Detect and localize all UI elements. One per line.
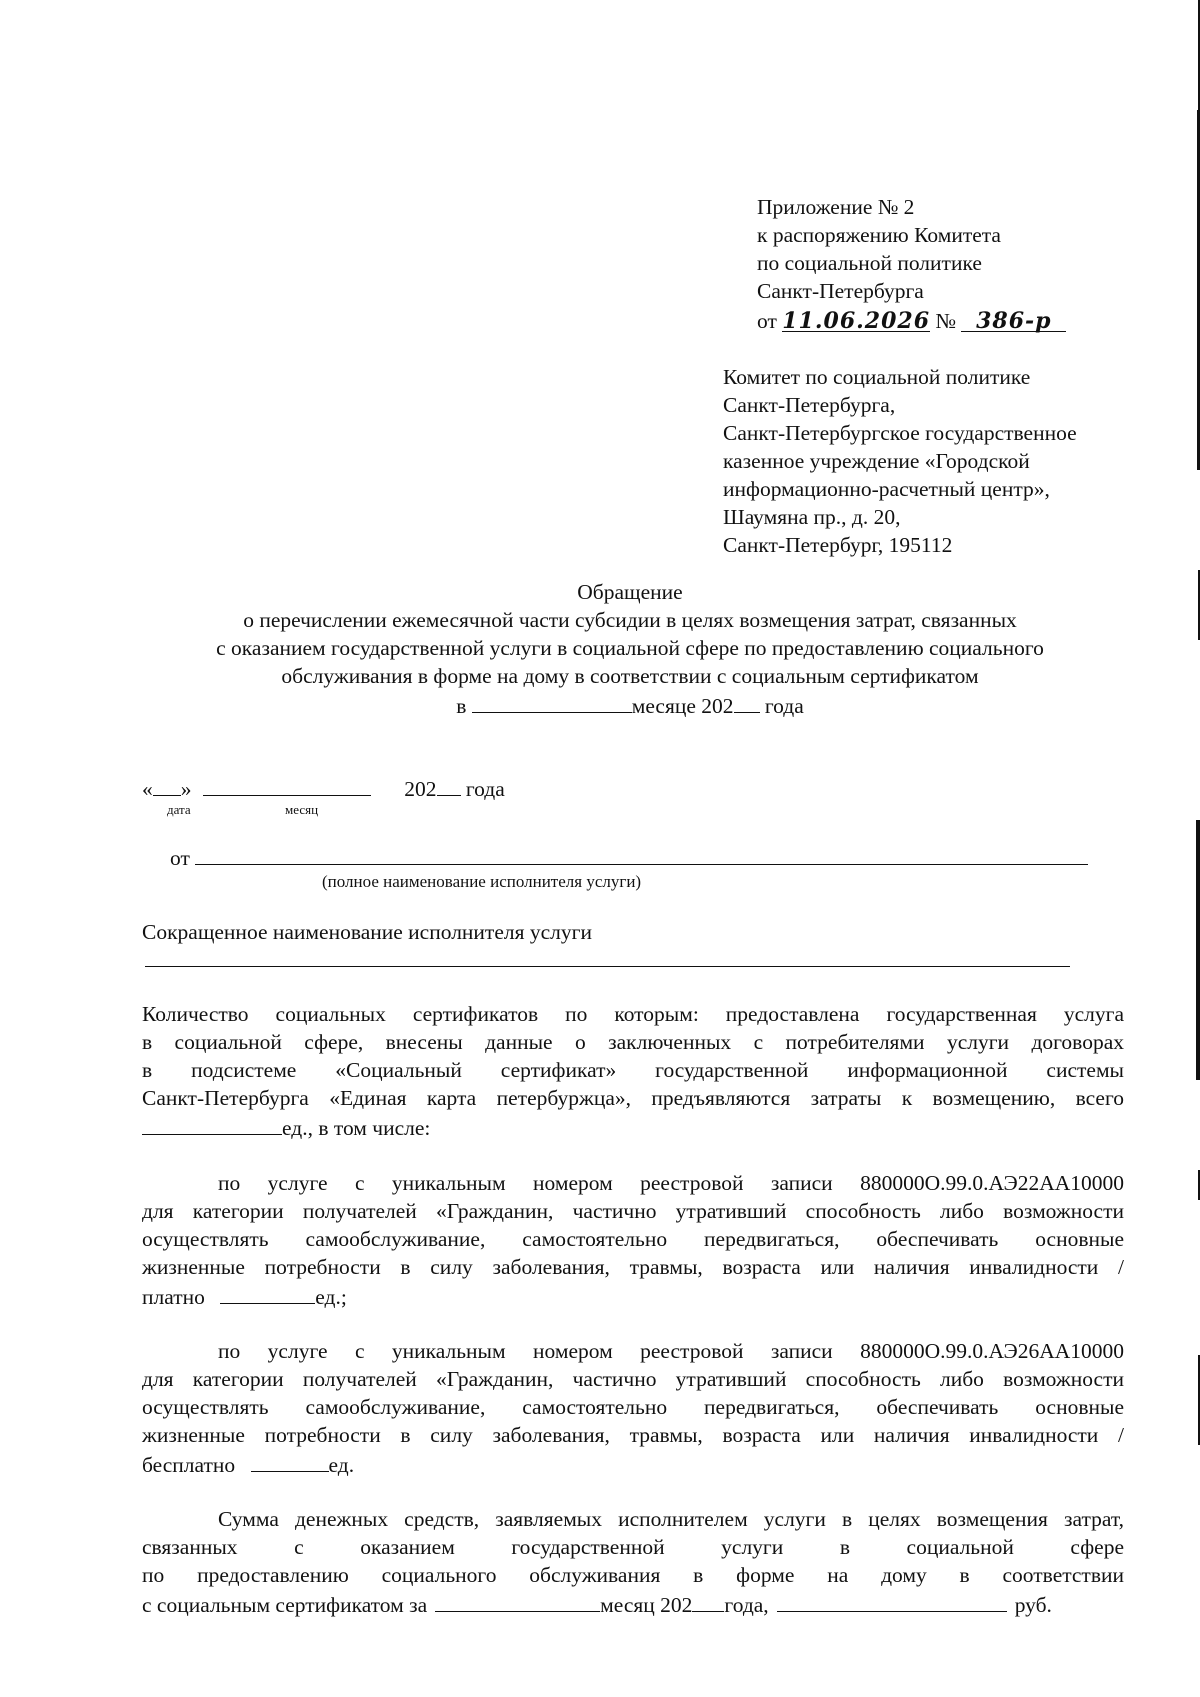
label-month: месяц [285,802,319,817]
title-heading: Обращение [577,580,683,604]
date-row [142,773,742,803]
count-line-5 [142,1112,1124,1142]
appendix-from-label: от [757,309,777,333]
appendix-date-handwritten: 11.06.2026 [782,308,931,334]
title-month-prefix: в [456,694,467,718]
addressee-line-3: Санкт-Петербургское государственное [723,421,1077,445]
addressee-line-6: Шаумяна пр., д. 20, [723,505,901,529]
title-month-row [140,690,1120,720]
title-year-suffix: года [764,694,804,718]
short-name-blank[interactable] [145,966,1070,967]
sum-line-4-prefix: с социальным сертификатом за [142,1593,428,1617]
service-1-paragraph [142,1169,1124,1311]
title-month-suffix: месяце 202 [631,694,734,718]
service-2-line-1: по услуге с уникальным номером реестровой записи 880000О.99.0.АЭ26АА10000 [218,1339,1124,1363]
open-quote: « [142,777,153,801]
addressee-line-4: казенное учреждение «Городской [723,449,1030,473]
service-2-line-5 [142,1449,1124,1479]
service-1-count-blank[interactable] [220,1281,315,1304]
executor-full-name-blank[interactable] [195,842,1088,865]
service-2-line-2: для категории получателей «Гражданин, частично утративший способность либо возможности [142,1367,1124,1391]
appendix-line-2: к распоряжению Комитета [757,223,1001,247]
year-suffix: года [465,777,505,801]
appendix-date-row [757,307,1157,335]
close-quote: » [180,777,192,801]
sum-paragraph [142,1505,1124,1619]
addressee-line-1: Комитет по социальной политике [723,365,1031,389]
sum-line-1: Сумма денежных средств, заявляемых исполнителем услуги в целях возмещения затрат, [218,1507,1124,1531]
title-line-3: обслуживания в форме на дому в соответствии с социальным сертификатом [281,664,979,688]
count-line-5-suffix: ед., в том числе: [282,1116,431,1140]
count-line-1: Количество социальных сертификатов по которым: предоставлена государственная услуга [142,1002,1124,1026]
count-line-3: в подсистеме «Социальный сертификат» государственной информационной системы [142,1058,1124,1082]
sum-line-4 [142,1589,1124,1619]
from-label: от [170,846,190,870]
title-year-blank[interactable] [734,690,760,713]
appendix-number-handwritten: 386-р [961,307,1066,332]
service-1-line-5-suffix: ед.; [315,1285,347,1309]
service-1-line-3: осуществлять самообслуживание, самостоятельно передвигаться, обеспечивать основные [142,1227,1124,1251]
service-1-line-2: для категории получателей «Гражданин, частично утративший способность либо возможности [142,1199,1124,1223]
title-line-1: о перечислении ежемесячной части субсидии в целях возмещения затрат, связанных [243,608,1017,632]
sum-line-3: по предоставлению социального обслуживания в форме на дому в соответствии [142,1563,1124,1587]
service-2-line-4: жизненные потребности в силу заболевания, травмы, возраста или наличия инвалидности / [142,1423,1124,1447]
addressee-line-5: информационно-расчетный центр», [723,477,1050,501]
service-1-line-5 [142,1281,1124,1311]
appendix-line-3: по социальной политике [757,251,982,275]
count-paragraph [142,1000,1124,1142]
sum-line-4-suffix: руб. [1014,1593,1052,1617]
addressee-block [723,363,1143,559]
day-blank[interactable] [153,773,181,796]
appendix-line-4: Санкт-Петербурга [757,279,924,303]
addressee-line-7: Санкт-Петербург, 195112 [723,533,953,557]
sum-month-blank[interactable] [435,1589,600,1612]
title-month-blank[interactable] [472,690,632,713]
service-2-line-5-prefix: бесплатно [142,1453,236,1477]
count-line-4: Санкт-Петербурга «Единая карта петербуржца», предъявляются затраты к возмещению, всего [142,1086,1124,1110]
scan-edge-mark [1196,820,1200,1080]
service-2-line-3: осуществлять самообслуживание, самостоятельно передвигаться, обеспечивать основные [142,1395,1124,1419]
sum-line-4-mid: месяц 202 [600,1593,693,1617]
label-day: дата [167,802,191,817]
service-1-line-1: по услуге с уникальным номером реестровой записи 880000О.99.0.АЭ22АА10000 [218,1171,1124,1195]
sum-line-4-year: года, [724,1593,769,1617]
sum-line-2: связанных с оказанием государственной услуги в социальной сфере [142,1535,1124,1559]
appendix-line-1: Приложение № 2 [757,195,915,219]
title-line-2: с оказанием государственной услуги в социальной сфере по предоставлению социального [216,636,1044,660]
total-count-blank[interactable] [142,1112,282,1135]
from-row [170,842,1100,872]
short-name-label: Сокращенное наименование исполнителя услуги [142,920,592,944]
year-prefix: 202 [404,777,437,801]
appendix-block [757,193,1157,335]
service-1-line-5-prefix: платно [142,1285,205,1309]
month-blank[interactable] [203,773,371,796]
service-2-count-blank[interactable] [251,1449,329,1472]
sum-amount-blank[interactable] [777,1589,1007,1612]
service-2-paragraph [142,1337,1124,1479]
addressee-line-2: Санкт-Петербурга, [723,393,896,417]
count-line-2: в социальной сфере, внесены данные о заключенных с потребителями услуги договорах [142,1030,1124,1054]
document-title [140,578,1120,720]
appendix-number-label: № [935,309,956,333]
sum-year-blank[interactable] [692,1589,724,1612]
service-2-line-5-suffix: ед. [328,1453,355,1477]
service-1-line-4: жизненные потребности в силу заболевания, травмы, возраста или наличия инвалидности / [142,1255,1124,1279]
year-blank[interactable] [437,773,461,796]
from-caption: (полное наименование исполнителя услуги) [322,872,642,891]
